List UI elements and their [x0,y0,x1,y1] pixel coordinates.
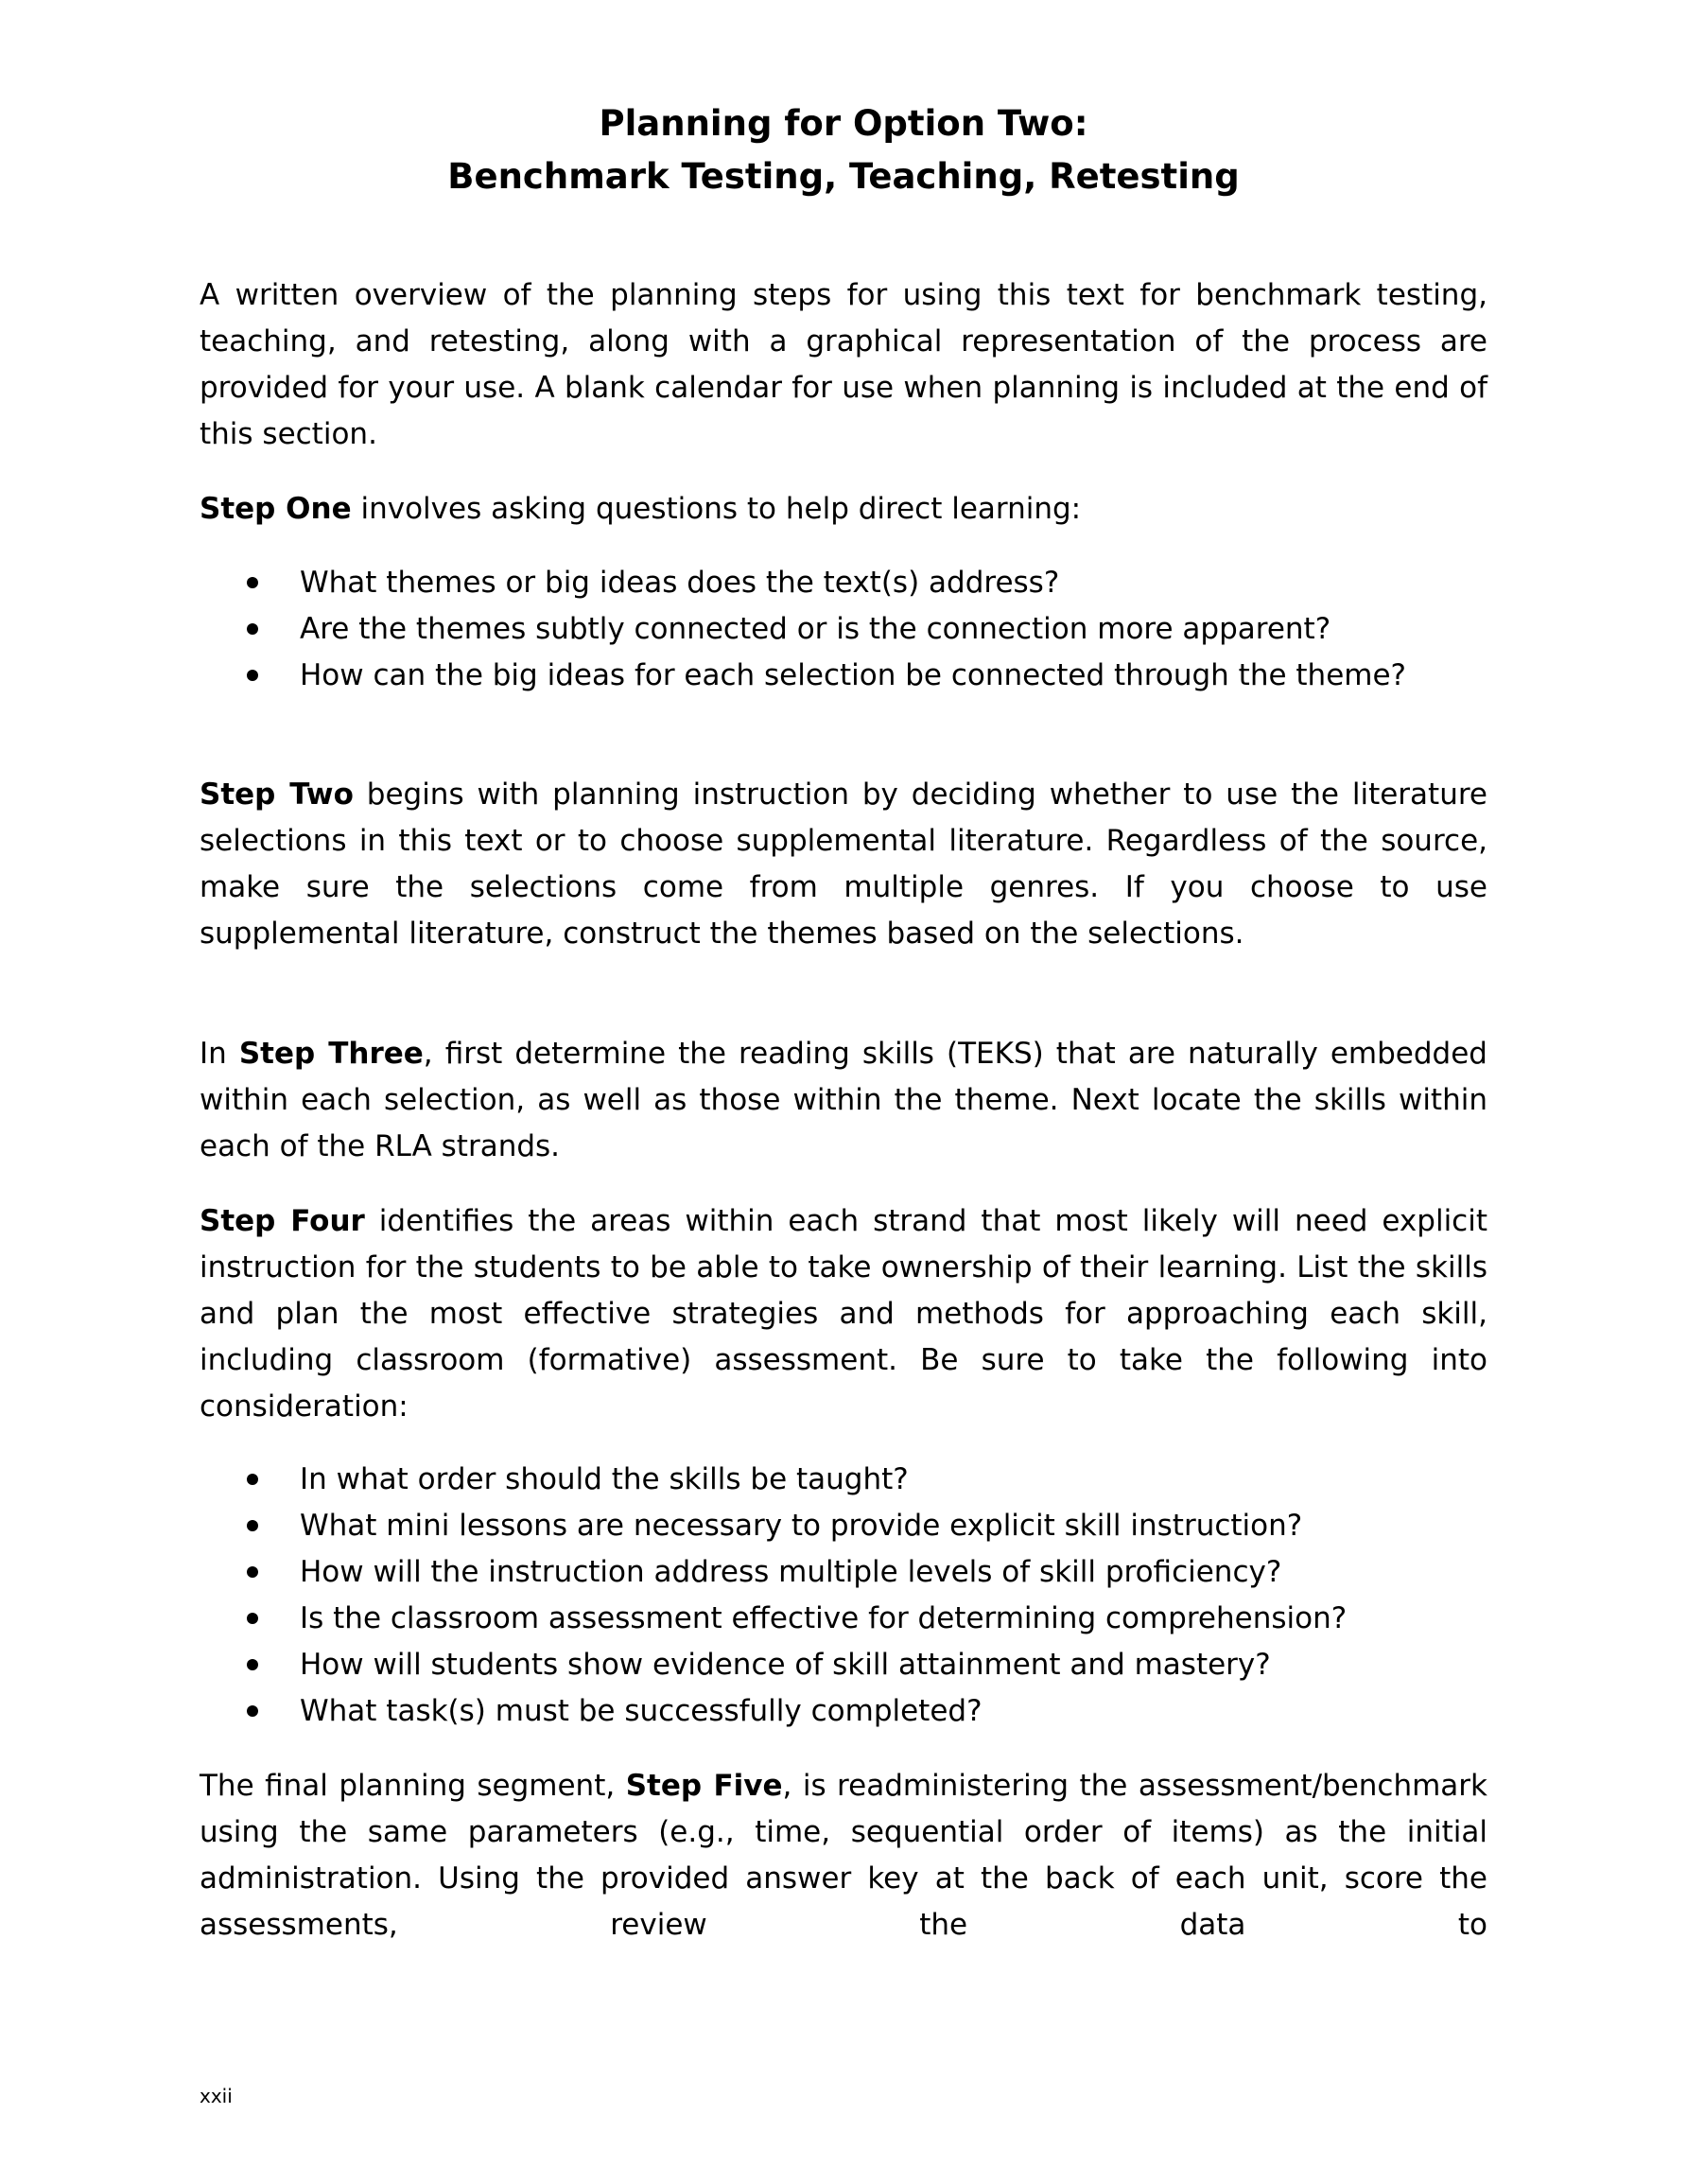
step-two-paragraph [200,772,1487,957]
title-line-2: Benchmark Testing, Teaching, Retesting [447,156,1240,197]
step-one-label: Step One [200,492,352,526]
bullet-icon [247,623,258,635]
list-item: What themes or big ideas does the text(s) address? [200,560,1487,606]
bullet-icon [247,1705,258,1717]
list-item: How will the instruction address multiple levels of skill proficiency? [200,1549,1487,1596]
step-three-label: Step Three [238,1037,424,1071]
list-item: What task(s) must be successfully completed? [200,1688,1487,1735]
page-title [0,97,1687,203]
step-two-label: Step Two [200,778,354,812]
step-one-text: involves asking questions to help direct learning: [351,492,1082,526]
step-four-bullet-list [200,1457,1487,1735]
step-five-label: Step Five [625,1769,783,1803]
bullet-icon [247,577,258,588]
list-item: Are the themes subtly connected or is the connection more apparent? [200,606,1487,653]
bullet-icon [247,1520,258,1531]
step-four-text: identifies the areas within each strand that most likely will need explicit instruction for the students to be able to take ownership of their learning. List the skills and plan the most effective strategies and methods for approaching each skill, including classroom (formative) assessment. Be sure to take the following into consideration: [200,1204,1487,1424]
list-item: What mini lessons are necessary to provide explicit skill instruction? [200,1503,1487,1549]
step-one-paragraph [200,486,1487,533]
step-four-paragraph [200,1198,1487,1430]
list-item: Is the classroom assessment effective for determining comprehension? [200,1596,1487,1642]
bullet-icon [247,1613,258,1624]
intro-text: A written overview of the planning steps for using this text for benchmark testing, teaching, and retesting, along with a graphical representation of the process are provided for your use. A blank calendar for use when planning is included at the end of this section. [200,278,1487,451]
intro-paragraph [200,272,1487,458]
bullet-icon [247,1659,258,1670]
step-four-label: Step Four [200,1204,365,1238]
list-item: In what order should the skills be taught? [200,1457,1487,1503]
bullet-icon [247,1474,258,1485]
step-one-bullet-list [200,560,1487,699]
list-item: How will students show evidence of skill attainment and mastery? [200,1642,1487,1688]
bullet-icon [247,1566,258,1578]
title-line-1: Planning for Option Two: [599,103,1088,144]
list-item: How can the big ideas for each selection be connected through the theme? [200,653,1487,699]
step-three-paragraph: In Step Three, first determine the reading skills (TEKS) that are naturally embedded within each selection, as well as those within the theme. Next locate the skills within each of the RLA strands. [200,1037,1487,1163]
page-number: xxii [200,2085,233,2107]
bullet-icon [247,670,258,681]
step-three-text: , first determine the reading skills (TEKS) that are naturally embedded within each selection, as well as those within the theme. Next locate the skills within each of the RLA strands. [200,1037,1487,1163]
step-two-text: begins with planning instruction by deciding whether to use the literature selections in this text or to choose supplemental literature. Regardless of the source, make sure the selections come from multiple genres. If you choose to use supplemental literature, construct the themes based on the selections. [200,778,1487,951]
step-five-paragraph: The final planning segment, Step Five, is readministering the assessment/benchmark using the same parameters (e.g., time, sequential order of items) as the initial administration. Using the provided answer key at the back of each unit, score the assessments, review the data to [200,1769,1487,1942]
step-five-text: , is readministering the assessment/benchmark using the same parameters (e.g., time, sequential order of items) as the initial administration. Using the provided answer key at the back of each unit, score the assessments, review the data to [200,1769,1487,1942]
